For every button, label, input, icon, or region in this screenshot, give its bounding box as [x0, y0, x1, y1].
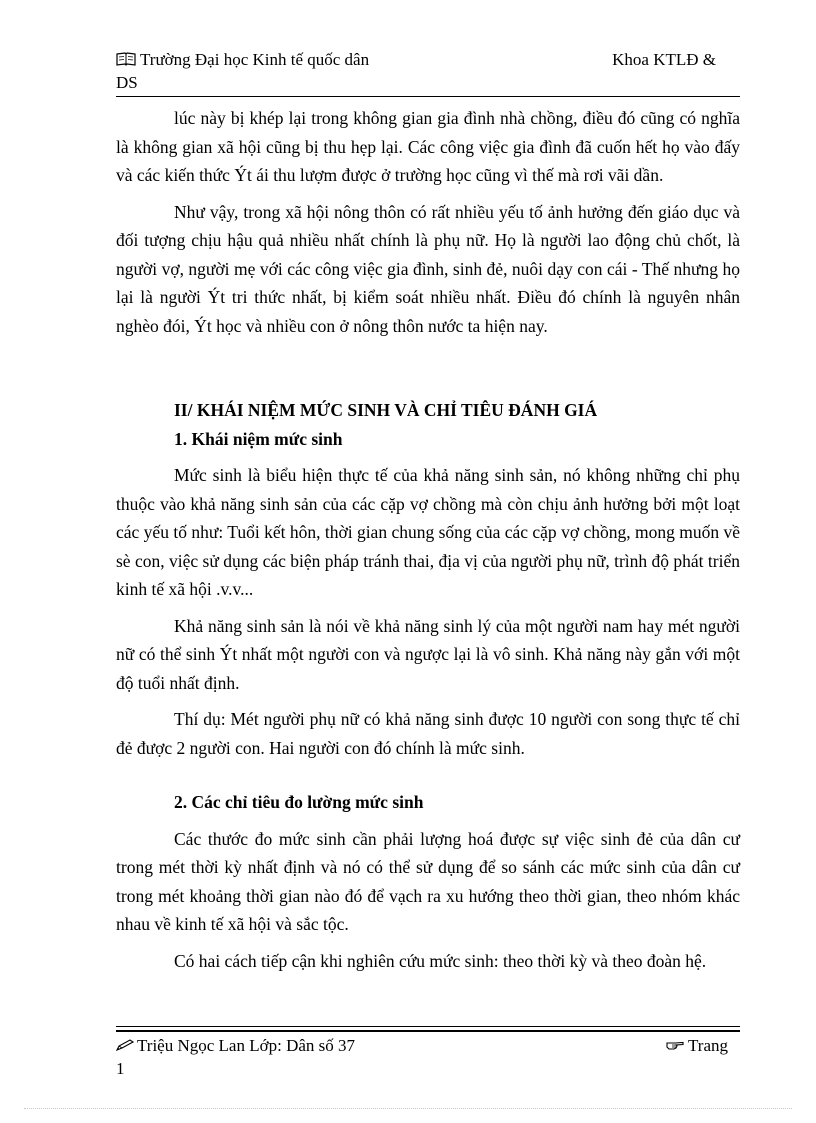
paragraph-gap — [116, 697, 740, 705]
header-rule — [116, 96, 740, 97]
page-footer — [116, 1034, 740, 1080]
paragraph-gap — [116, 817, 740, 825]
footer-rule-thin — [116, 1026, 740, 1027]
footer-author: Triệu Ngọc Lan Lớp: Dân số 37 — [137, 1036, 356, 1055]
paragraph-gap — [116, 190, 740, 198]
footer-rule-thick — [116, 1030, 740, 1032]
paragraph: lúc này bị khép lại trong không gian gia đình nhà chồng, điều đó cũng có nghĩa là không gian xã hội cũng bị thu hẹp lại. Các công việc gia đình đã cuốn hết họ vào đấy và các kiến thức Ýt ái thu lượm được ở trường học cũng vì thế mà rơi vãi dần. — [116, 108, 740, 185]
footer-left — [116, 1036, 355, 1055]
paragraph-gap — [116, 939, 740, 947]
paragraph: Như vậy, trong xã hội nông thôn có rất nhiều yếu tố ảnh hưởng đến giáo dục và đối tượng chịu hậu quả nhiều nhất chính là phụ nữ. Họ là người lao động chủ chốt, là người vợ, người mẹ với các công việc gia đình, sinh đẻ, nuôi dạy con cái - Thế nhưng họ lại là người Ýt tri thức nhất, bị kiểm soát nhiều nhất. Điều đó chính là nguyên nhân nghèo đói, Ýt học và nhiều con ở nông thôn nước ta hiện nay. — [116, 201, 740, 336]
paragraph-gap — [116, 604, 740, 612]
page-edge-dotted-line — [24, 1108, 792, 1109]
footer-page-label — [666, 1034, 728, 1057]
subsection-title: 2. Các chỉ tiêu đo lường mức sinh — [174, 792, 424, 812]
document-body — [116, 104, 740, 975]
paragraph: Có hai cách tiếp cận khi nghiên cứu mức sinh: theo thời kỳ và theo đoàn hệ. — [174, 950, 707, 971]
pointing-hand-icon — [666, 1039, 684, 1051]
header-left — [116, 48, 369, 71]
section-gap — [116, 762, 740, 788]
header-department: Khoa KTLĐ & — [612, 50, 716, 69]
page-header — [116, 48, 740, 94]
paragraph-gap — [116, 453, 740, 461]
paragraph: Khả năng sinh sản là nói về khả năng sinh lý của một người nam hay mét người nữ có thể sinh Ýt nhất một người con và ngược lại là vô sinh. Khả năng này gắn với một độ tuổi nhất định. — [116, 615, 740, 693]
subsection-title: 1. Khái niệm mức sinh — [174, 428, 343, 449]
section-title: II/ KHÁI NIỆM MỨC SINH VÀ CHỈ TIÊU ĐÁNH GIÁ — [174, 400, 598, 420]
header-school-name: Trường Đại học Kinh tế quốc dân — [140, 50, 370, 69]
pen-icon — [116, 1039, 134, 1051]
footer-page-number: 1 — [116, 1059, 125, 1078]
paragraph: Thí dụ: Mét người phụ nữ có khả năng sinh được 10 người con song thực tế chỉ đẻ được 2 người con. Hai người con đó chính là mức sinh. — [116, 709, 740, 758]
section-gap — [116, 340, 740, 396]
book-icon — [116, 52, 136, 66]
paragraph: Mức sinh là biểu hiện thực tế của khả năng sinh sản, nó không những chỉ phụ thuộc vào khả năng sinh sản của các cặp vợ chồng mà còn chịu ảnh hưởng bởi một loạt các yếu tố như: Tuổi kết hôn, thời gian chung sống của các cặp vợ chồng, mong muốn về sè con, việc sử dụng các biện pháp tránh thai, địa vị của người phụ nữ, trình độ phát triển kinh tế xã hội .v.v... — [116, 465, 740, 599]
header-department-wrap: DS — [116, 73, 138, 92]
footer-page-word: Trang — [688, 1036, 728, 1055]
paragraph: Các thước đo mức sinh cần phải lượng hoá được sự việc sinh đẻ của dân cư trong mét thời kỳ nhất định và nó có thể sử dụng để so sánh các mức sinh của dân cư trong mét khoảng thời gian nào đó để vạch ra xu hướng theo thời gian, theo nhóm khác nhau về kinh tế xã hội và sắc tộc. — [116, 828, 740, 934]
